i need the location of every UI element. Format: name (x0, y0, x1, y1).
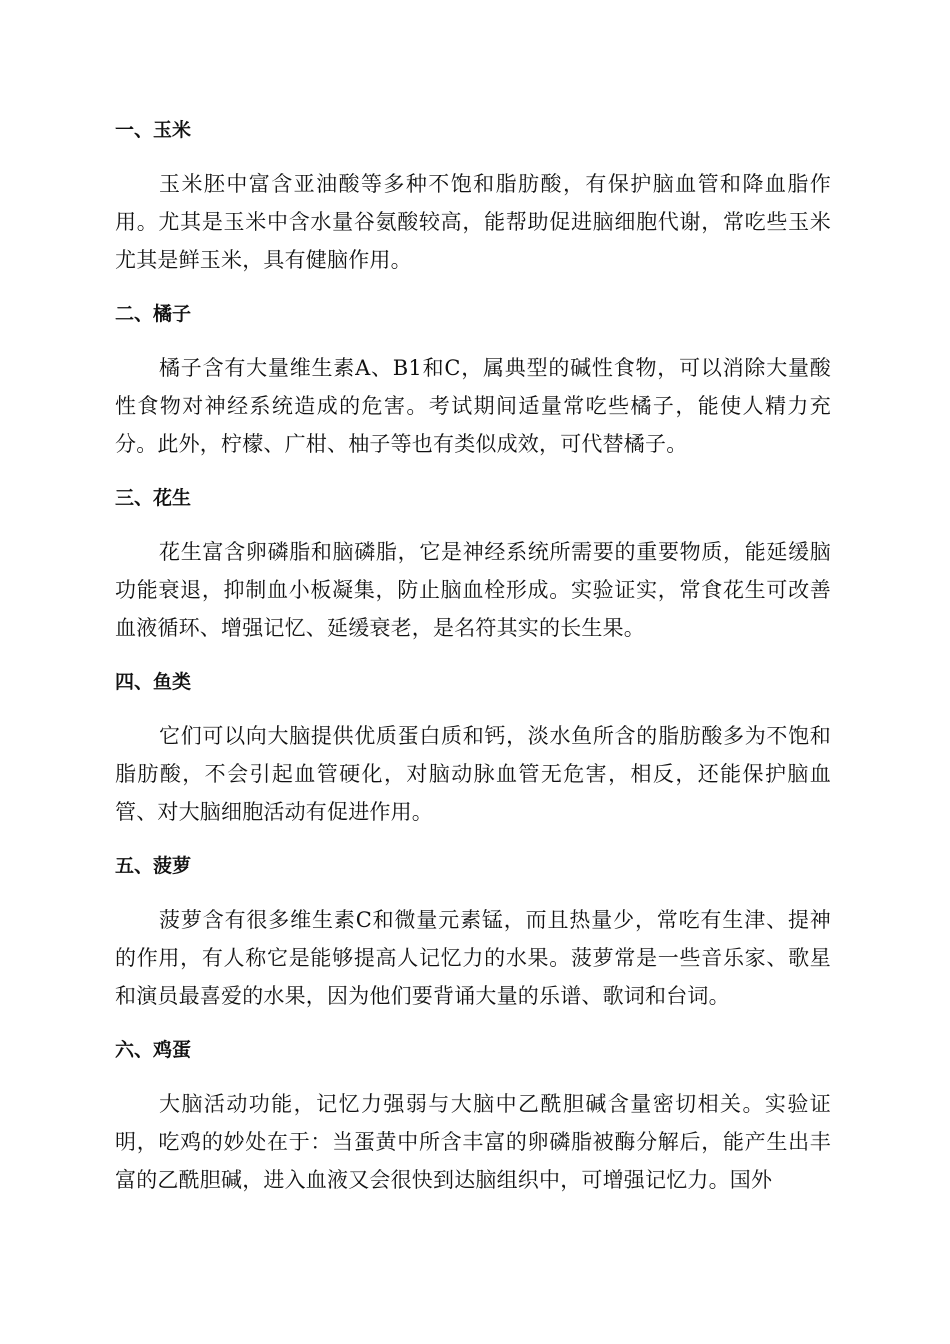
section-paragraph: 橘子含有大量维生素A、B1和C，属典型的碱性食物，可以消除大量酸性食物对神经系统造成的危害。考试期间适量常吃些橘子，能使人精力充分。此外，柠檬、广柑、柚子等也有类似成效，可代替橘子。 (115, 356, 831, 456)
section-fish (115, 664, 831, 831)
section-pineapple (115, 848, 831, 1015)
section-heading: 三、花生 (115, 487, 192, 509)
section-paragraph: 玉米胚中富含亚油酸等多种不饱和脂肪酸，有保护脑血管和降血脂作用。尤其是玉米中含水量谷氨酸较高，能帮助促进脑细胞代谢，常吃些玉米尤其是鲜玉米，具有健脑作用。 (115, 172, 831, 272)
section-paragraph: 菠萝含有很多维生素C和微量元素锰，而且热量少，常吃有生津、提神的作用，有人称它是能够提高人记忆力的水果。菠萝常是一些音乐家、歌星和演员最喜爱的水果，因为他们要背诵大量的乐谱、歌词和台词。 (115, 908, 831, 1008)
section-paragraph: 大脑活动功能，记忆力强弱与大脑中乙酰胆碱含量密切相关。实验证明，吃鸡的妙处在于：当蛋黄中所含丰富的卵磷脂被酶分解后，能产生出丰富的乙酰胆碱，进入血液又会很快到达脑组织中，可增强记忆力。国外 (115, 1092, 831, 1192)
section-peanut (115, 480, 831, 647)
section-heading: 四、鱼类 (115, 671, 192, 693)
section-corn (115, 112, 831, 279)
section-paragraph: 它们可以向大脑提供优质蛋白质和钙，淡水鱼所含的脂肪酸多为不饱和脂肪酸，不会引起血管硬化，对脑动脉血管无危害，相反，还能保护脑血管、对大脑细胞活动有促进作用。 (115, 724, 831, 824)
document-body (115, 112, 831, 1216)
section-egg (115, 1032, 831, 1199)
section-heading: 五、菠萝 (115, 855, 192, 877)
section-orange (115, 296, 831, 463)
section-heading: 一、玉米 (115, 119, 192, 141)
section-heading: 二、橘子 (115, 303, 192, 325)
section-heading: 六、鸡蛋 (115, 1039, 192, 1061)
section-paragraph: 花生富含卵磷脂和脑磷脂，它是神经系统所需要的重要物质，能延缓脑功能衰退，抑制血小板凝集，防止脑血栓形成。实验证实，常食花生可改善血液循环、增强记忆、延缓衰老，是名符其实的长生果。 (115, 540, 831, 640)
